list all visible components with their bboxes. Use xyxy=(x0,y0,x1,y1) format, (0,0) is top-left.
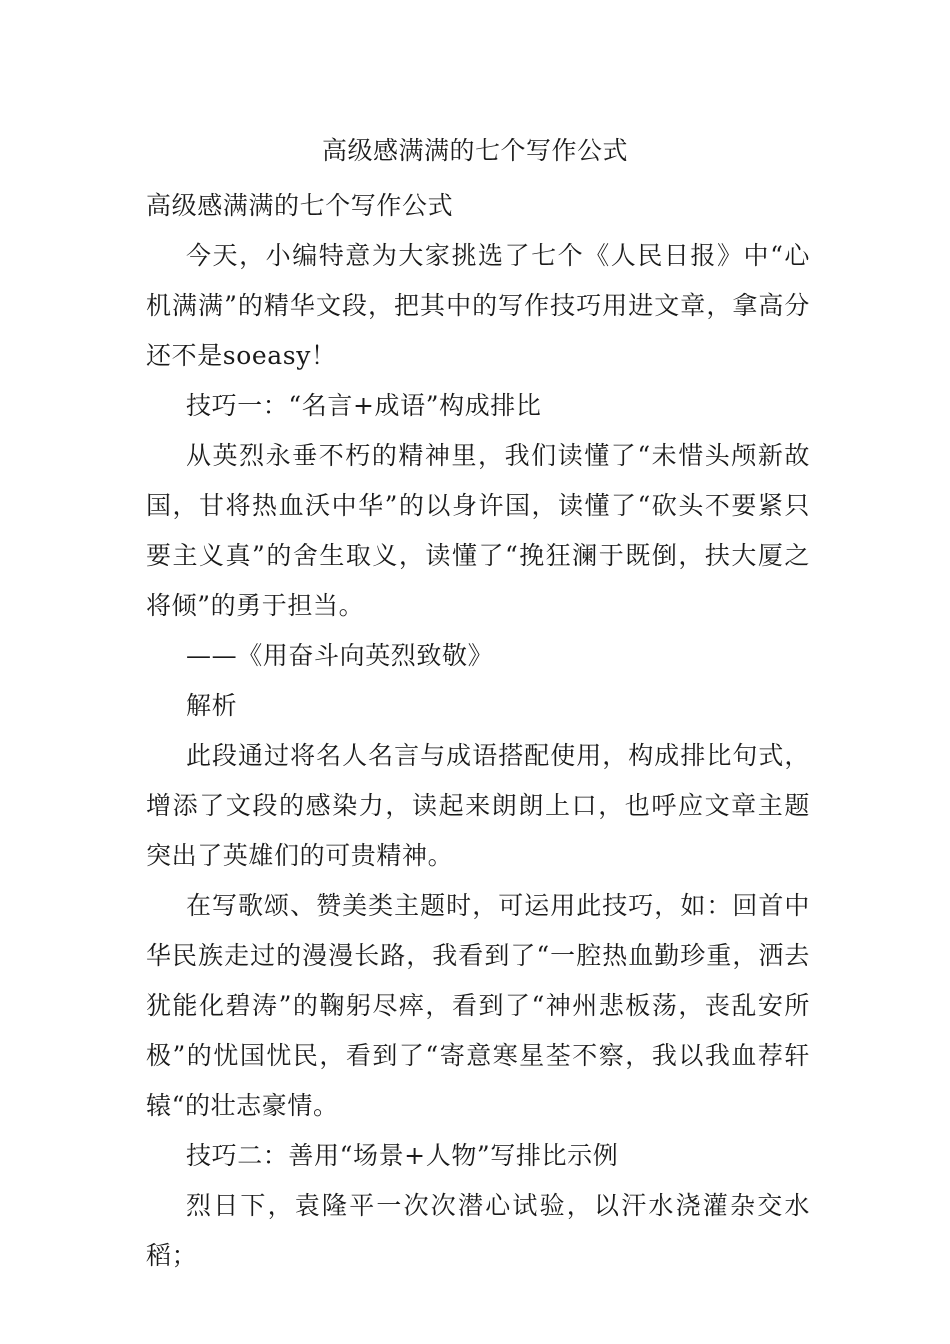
intro-paragraph: 今天，小编特意为大家挑选了七个《人民日报》中“心机满满”的精华文段，把其中的写作技巧用进文章，拿高分还不是soeasy！ xyxy=(146,241,810,370)
analysis-heading: 解析 xyxy=(186,691,238,720)
document-title: 高级感满满的七个写作公式 xyxy=(321,136,628,165)
source-citation: ——《用奋斗向英烈致敬》 xyxy=(186,641,494,670)
analysis-paragraph: 此段通过将名人名言与成语搭配使用，构成排比句式，增添了文段的感染力，读起来朗朗上口，也呼应文章主题突出了英雄们的可贵精神。 xyxy=(146,741,810,870)
application-paragraph: 在写歌颂、赞美类主题时，可运用此技巧，如：回首中华民族走过的漫漫长路，我看到了“一腔热血勤珍重，洒去犹能化碧涛”的鞠躬尽瘁，看到了“神州悲板荡，丧乱安所极”的忧国忧民，看到了“寄意寒星荃不察，我以我血荐轩辕“的壮志豪情。 xyxy=(146,891,810,1120)
example-paragraph-1: 从英烈永垂不朽的精神里，我们读懂了“未惜头颅新故国，甘将热血沃中华”的以身许国，读懂了“砍头不要紧只要主义真”的舍生取义，读懂了“挽狂澜于既倒，扶大厦之将倾”的勇于担当。 xyxy=(146,441,810,620)
document-body xyxy=(146,181,810,1281)
repeated-title-paragraph: 高级感满满的七个写作公式 xyxy=(146,191,454,220)
technique-two-heading: 技巧二：善用“场景+人物”写排比示例 xyxy=(186,1141,619,1170)
example-paragraph-2: 烈日下，袁隆平一次次潜心试验，以汗水浇灌杂交水稻； xyxy=(146,1191,810,1270)
technique-one-heading: 技巧一：“名言+成语”构成排比 xyxy=(186,391,542,420)
